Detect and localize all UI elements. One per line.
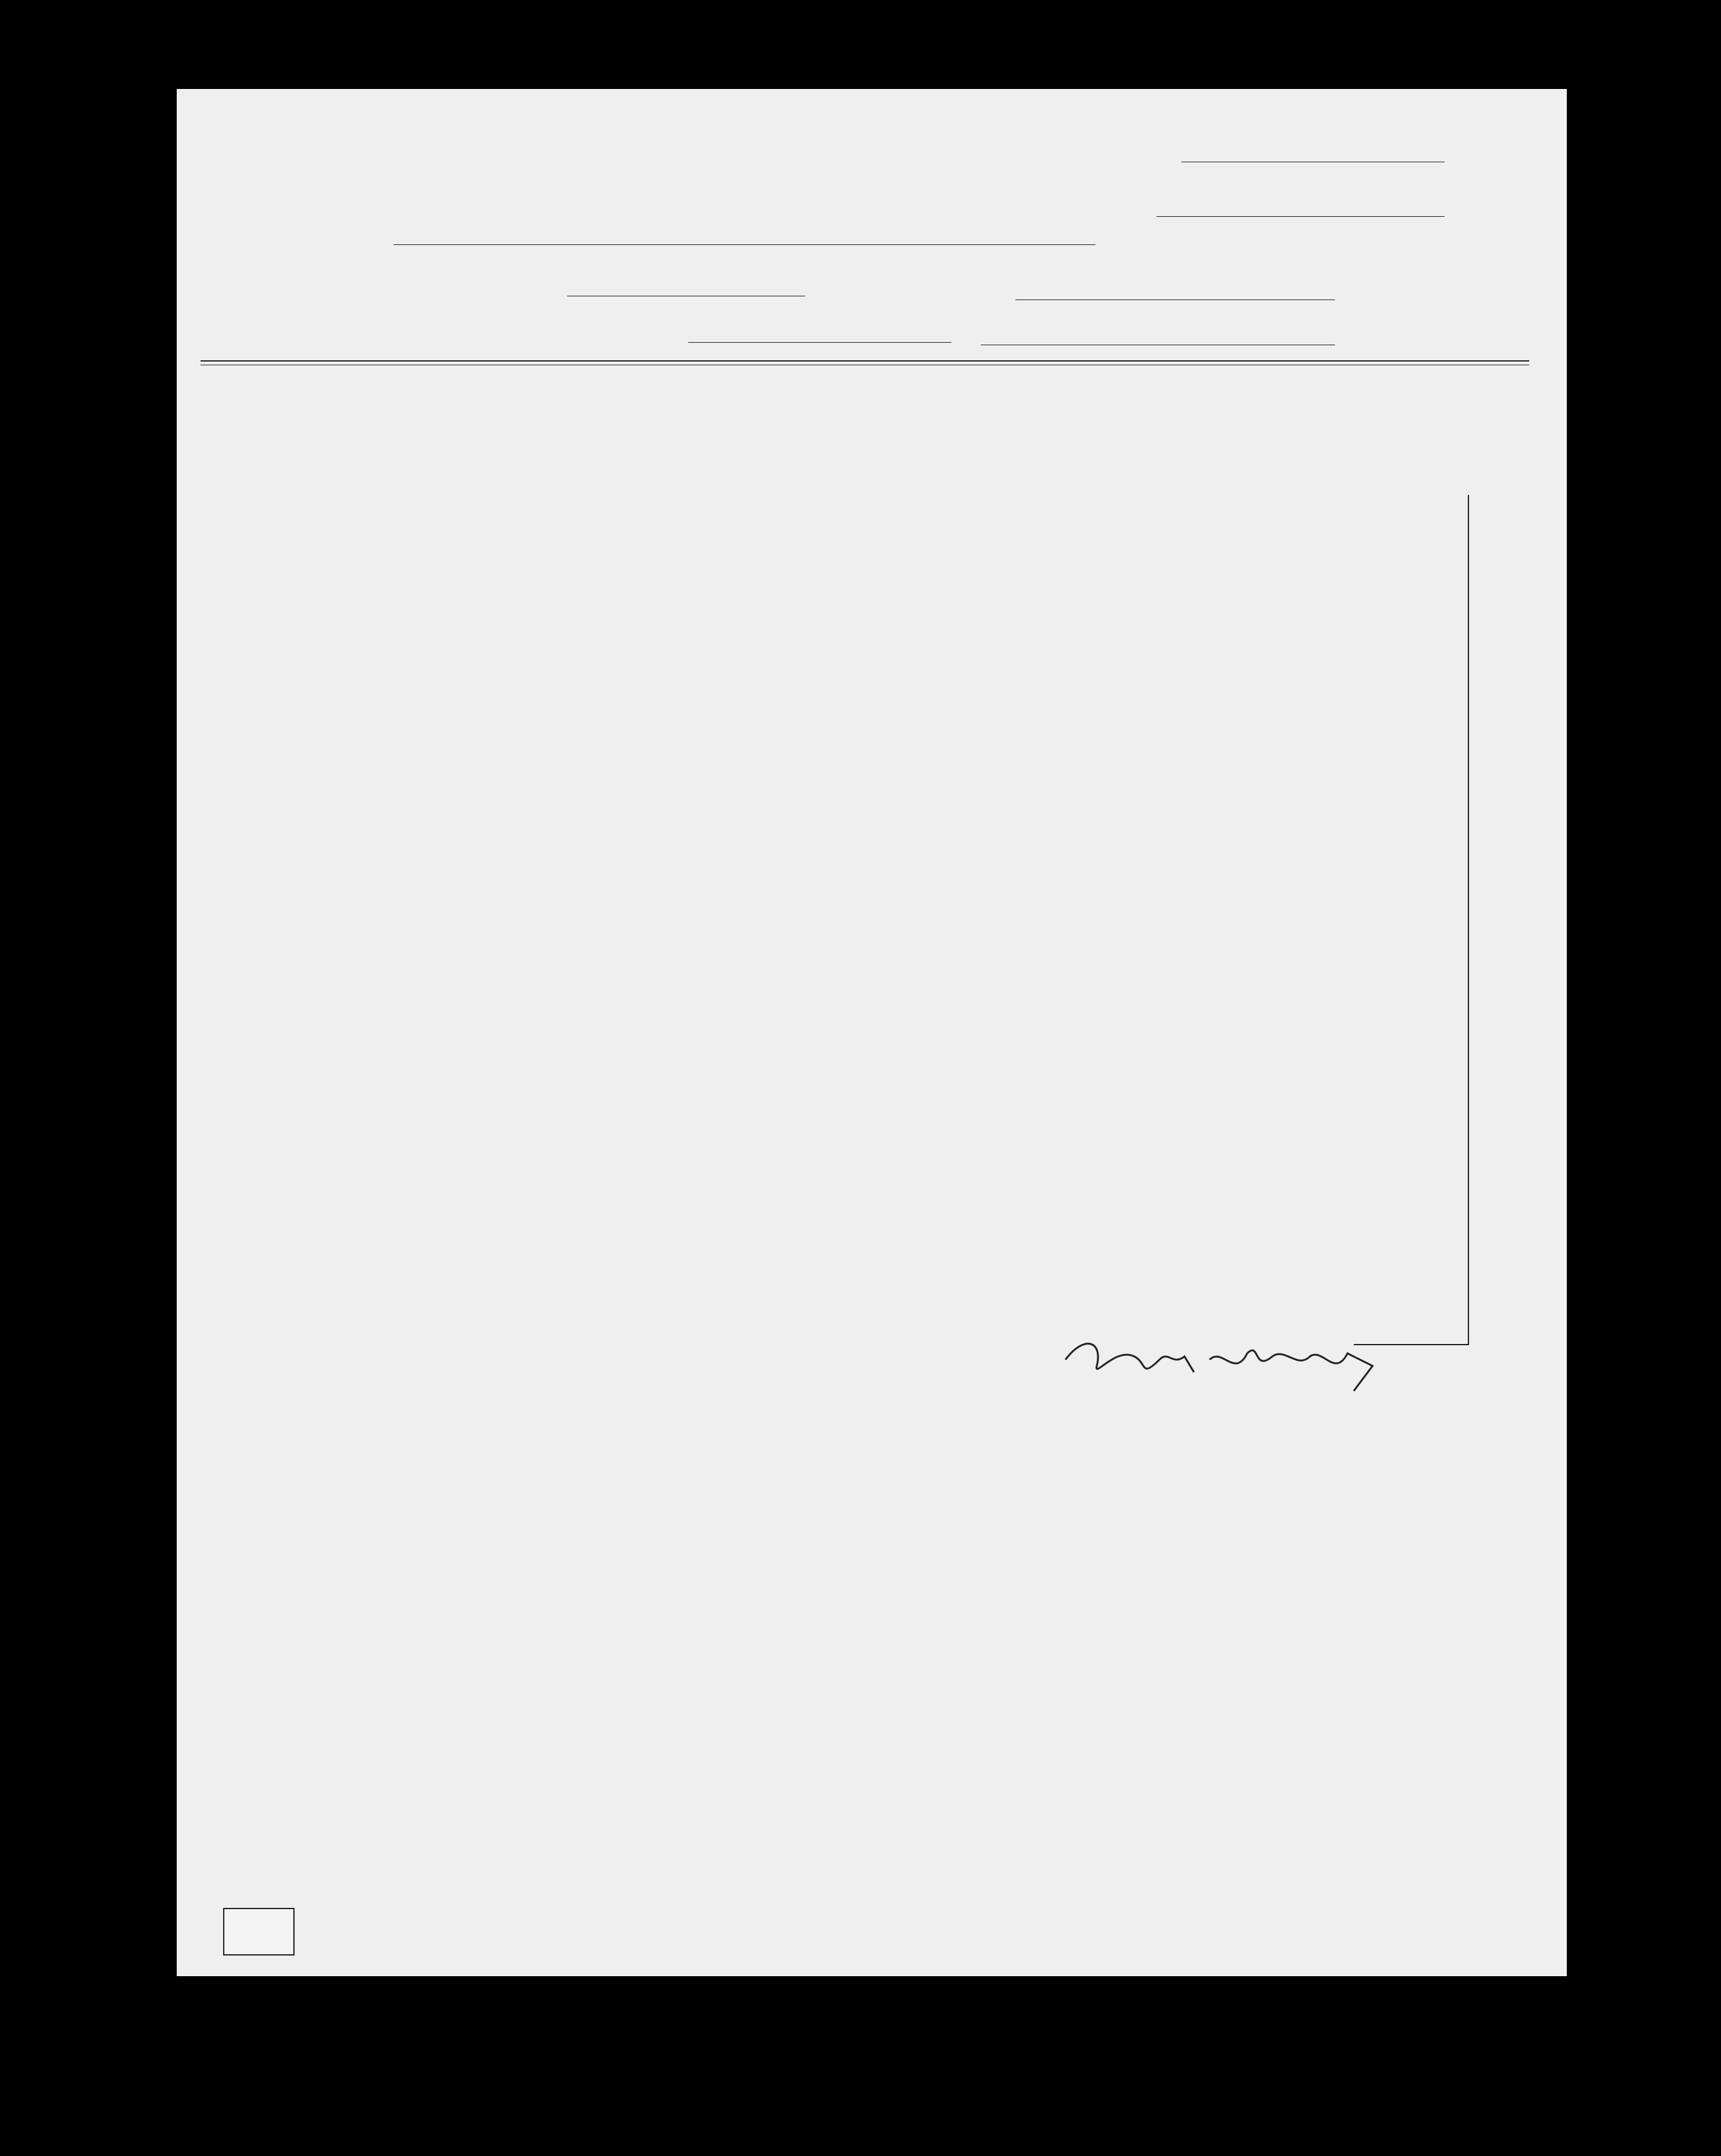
last-port-underline — [688, 342, 951, 343]
official-bracket-line — [1468, 495, 1469, 1344]
carrier-underline — [394, 244, 1096, 245]
arrival-port-underline — [1015, 299, 1335, 300]
class-underline — [1156, 216, 1445, 217]
total-number-box — [223, 1908, 295, 1956]
signature-scribble — [1059, 1322, 1385, 1397]
official-bracket-foot — [1354, 1344, 1469, 1345]
header-rule-1 — [201, 360, 1529, 362]
document-page — [177, 89, 1567, 1976]
